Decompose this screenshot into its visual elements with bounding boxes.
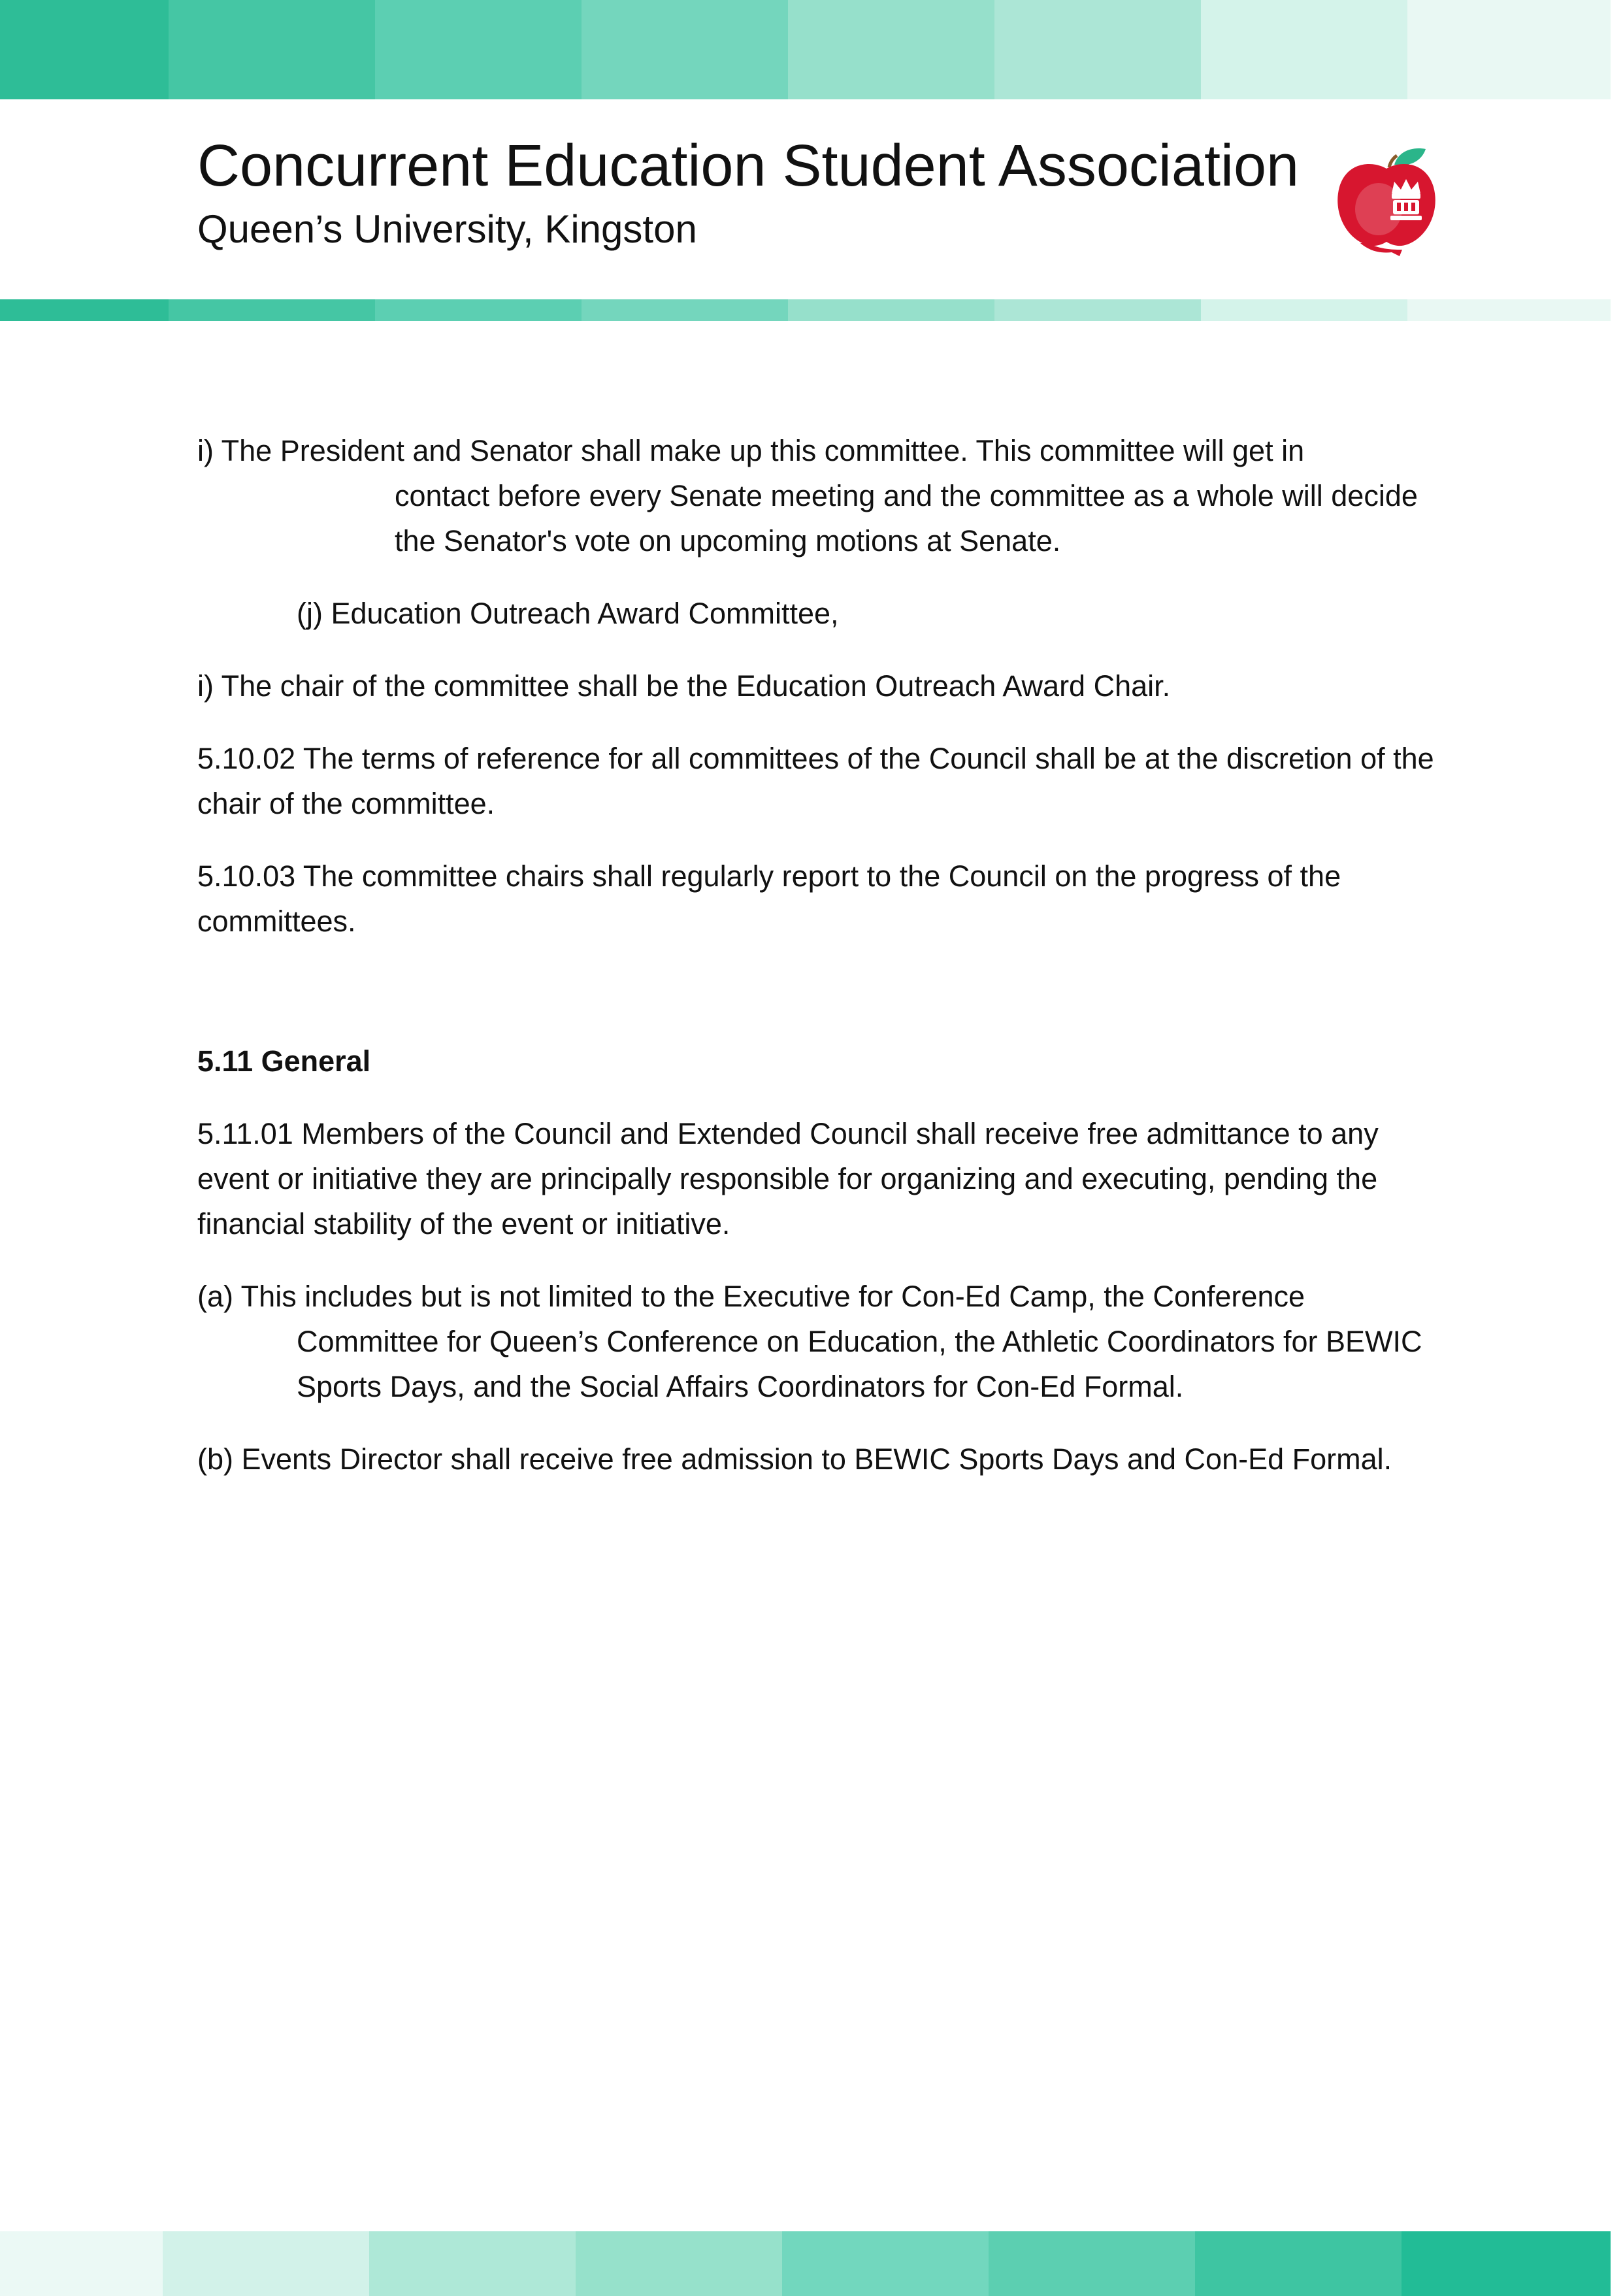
band-segment [782,2231,989,2296]
band-segment [582,0,788,99]
band-segment [169,299,375,321]
band-segment [788,299,994,321]
header-divider-band [0,299,1611,321]
band-segment [0,299,169,321]
band-segment [582,299,788,321]
band-segment [375,0,582,99]
band-segment [375,299,582,321]
band-segment [1195,2231,1402,2296]
band-segment [1407,299,1611,321]
item-president-senator [197,428,1439,563]
item-j-committee: (j) Education Outreach Award Committee, [297,597,839,630]
section-heading-5-11: 5.11 General [197,1044,371,1078]
band-segment [994,299,1201,321]
band-segment [369,2231,576,2296]
band-segment [163,2231,369,2296]
bottom-color-band [0,2231,1611,2296]
section-5-10-03: 5.10.03 The committee chairs shall regularly report to the Council on the progress of the committees. [197,859,1341,938]
top-color-band [0,0,1611,99]
document-body [197,428,1439,1509]
band-segment [1201,0,1407,99]
item-a: (a) This includes but is not limited to the Executive for Con-Ed Camp, the Conference Committee for Queen’s Conference on Education, the Athletic Coordinators for BEWIC Sports Days, and the Social Affairs Coordinators for Con-Ed Formal. [197,1280,1422,1403]
band-segment [1201,299,1407,321]
item-outreach-chair: i) The chair of the committee shall be the Education Outreach Award Chair. [197,669,1171,703]
item-b: (b) Events Director shall receive free admission to BEWIC Sports Days and Con-Ed Formal. [197,1442,1392,1476]
band-segment [994,0,1201,99]
paragraph-first-line: i) The President and Senator shall make up this committee. This committee will get in [197,434,1305,467]
band-segment [1402,2231,1611,2296]
band-segment [788,0,994,99]
band-segment [989,2231,1195,2296]
apple-crown-logo-icon [1334,145,1439,256]
section-5-10-02: 5.10.02 The terms of reference for all committees of the Council shall be at the discretion of the chair of the committee. [197,742,1434,820]
paragraph-continuation: contact before every Senate meeting and the committee as a whole will decide the Senator's vote on upcoming motions at Senate. [395,479,1418,557]
band-segment [0,0,169,99]
document-title: Concurrent Education Student Association [197,133,1300,199]
band-segment [576,2231,782,2296]
section-5-11-01: 5.11.01 Members of the Council and Extended Council shall receive free admittance to any event or initiative they are principally responsible for organizing and executing, pending the financial stability of the event or initiative. [197,1117,1379,1240]
band-segment [1407,0,1611,99]
band-segment [169,0,375,99]
band-segment [0,2231,163,2296]
document-subtitle: Queen’s University, Kingston [197,207,697,251]
